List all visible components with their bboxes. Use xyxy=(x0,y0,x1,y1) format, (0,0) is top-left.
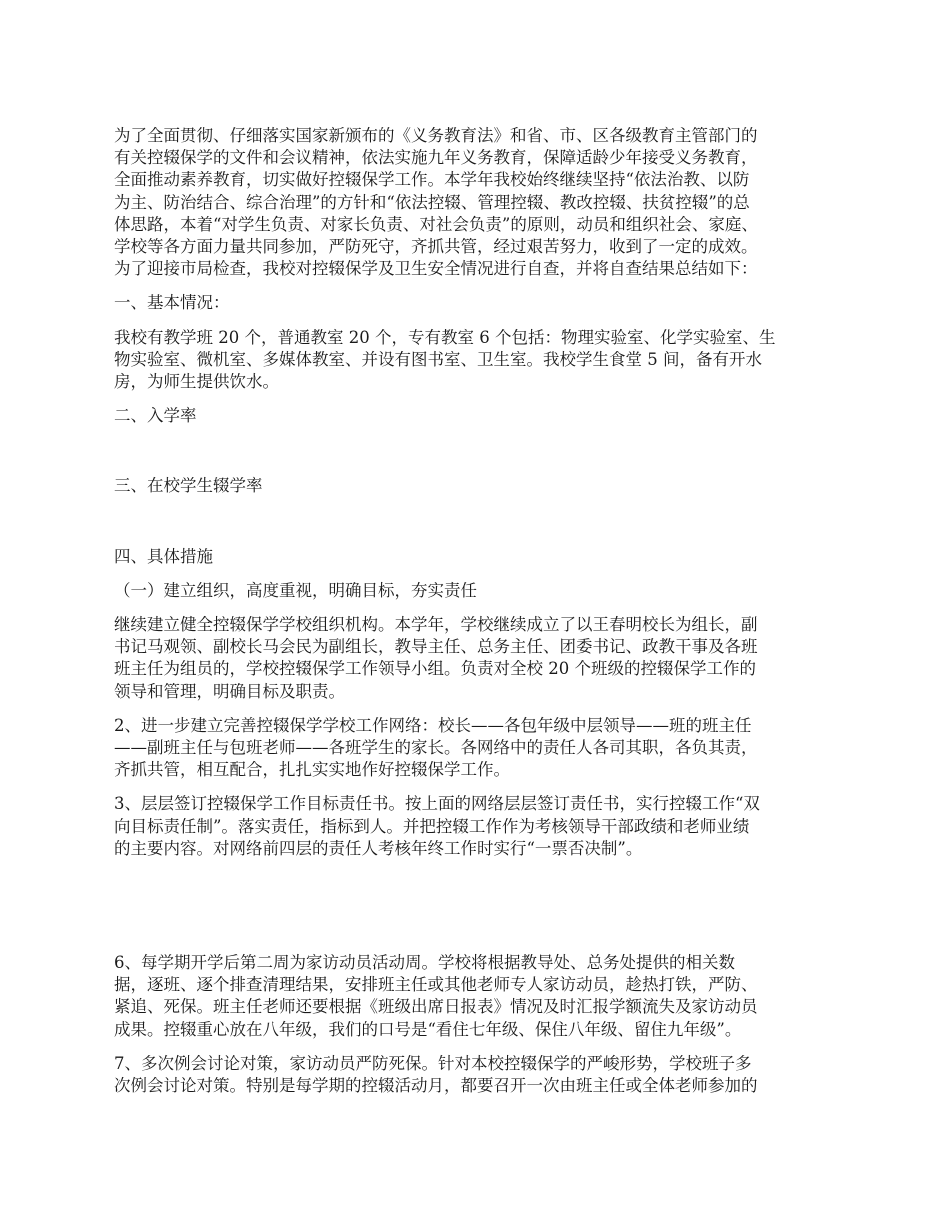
network-paragraph: 2、进一步建立完善控辍保学学校工作网络：校长——各包年级中层领导——班的班主任 ——副班主任与包班老师——各班学生的家长。各网络中的责任人各司其职，各负其责， 齐抓共管，相互配合，扎扎实实地作好控辍保学工作。 xyxy=(114,715,758,780)
meeting-paragraph: 7、多次例会讨论对策，家访动员严防死保。针对本校控辍保学的严峻形势，学校班子多 次例会讨论对策。特别是每学期的控辍活动月，都要召开一次由班主任或全体老师参加的 xyxy=(114,1053,758,1096)
organization-paragraph: 继续建立健全控辍保学学校组织机构。本学年，学校继续成立了以王春明校长为组长，副 书记马观领、副校长马会民为副组长，教导主任、总务主任、团委书记、政教干事及各班 班主任为组员的，学校控辍保学工作领导小组。负责对全校 20 个班级的控辍保学工作的 领导和管理，明确目标及职责。 xyxy=(114,615,758,701)
home-visit-paragraph: 6、每学期开学后第二周为家访动员活动周。学校将根据教导处、总务处提供的相关数 据，逐班、逐个排查清理结果，安排班主任或其他老师专人家访动员，趁热打铁，严防、 紧追、死保。班主任老师还要根据《班级出席日报表》情况及时汇报学额流失及家访动员 成果。控辍重心放在八年级，我们的口号是“看住七年级、保住八年级、留住九年级”。 xyxy=(114,953,758,1039)
section-heading-enrollment-rate: 二、入学率 xyxy=(114,406,197,426)
subsection-heading-organization: （一）建立组织，高度重视，明确目标，夯实责任 xyxy=(114,580,477,600)
document-page xyxy=(114,125,840,1097)
intro-paragraph: 为了全面贯彻、仔细落实国家新颁布的《义务教育法》和省、市、区各级教育主管部门的 有关控辍保学的文件和会议精神，依法实施九年义务教育，保障适龄少年接受义务教育， 全面推动素养教育，切实做好控辍保学工作。本学年我校始终继续坚持“依法治教、以防 为主、防治结合、综合治理”的方针和“依法控辍、管理控辍、教改控辍、扶贫控辍”的总 体思路，本着“对学生负责、对家长负责、对社会负责”的原则，动员和组织社会、家庭、 学校等各方面力量共同参加，严防死守，齐抓共管，经过艰苦努力，收到了一定的成效。 为了迎接市局检查，我校对控辍保学及卫生安全情况进行自查，并将自查结果总结如下： xyxy=(114,126,758,279)
section-heading-basic-info: 一、基本情况： xyxy=(114,293,230,313)
section-heading-dropout-rate: 三、在校学生辍学率 xyxy=(114,476,263,496)
responsibility-paragraph: 3、层层签订控辍保学工作目标责任书。按上面的网络层层签订责任书，实行控辍工作“双 向目标责任制”。落实责任，指标到人。并把控辍工作作为考核领导干部政绩和老师业绩 的主要内容。对网络前四层的责任人考核年终工作时实行“一票否决制”。 xyxy=(114,794,760,858)
section-heading-measures: 四、具体措施 xyxy=(114,546,213,566)
basic-info-paragraph: 我校有教学班 20 个，普通教室 20 个，专有教室 6 个包括：物理实验室、化学实验室、生 物实验室、微机室、多媒体教室、并设有图书室、卫生室。我校学生食堂 5 间，备有开水 房，为师生提供饮水。 xyxy=(114,327,776,392)
